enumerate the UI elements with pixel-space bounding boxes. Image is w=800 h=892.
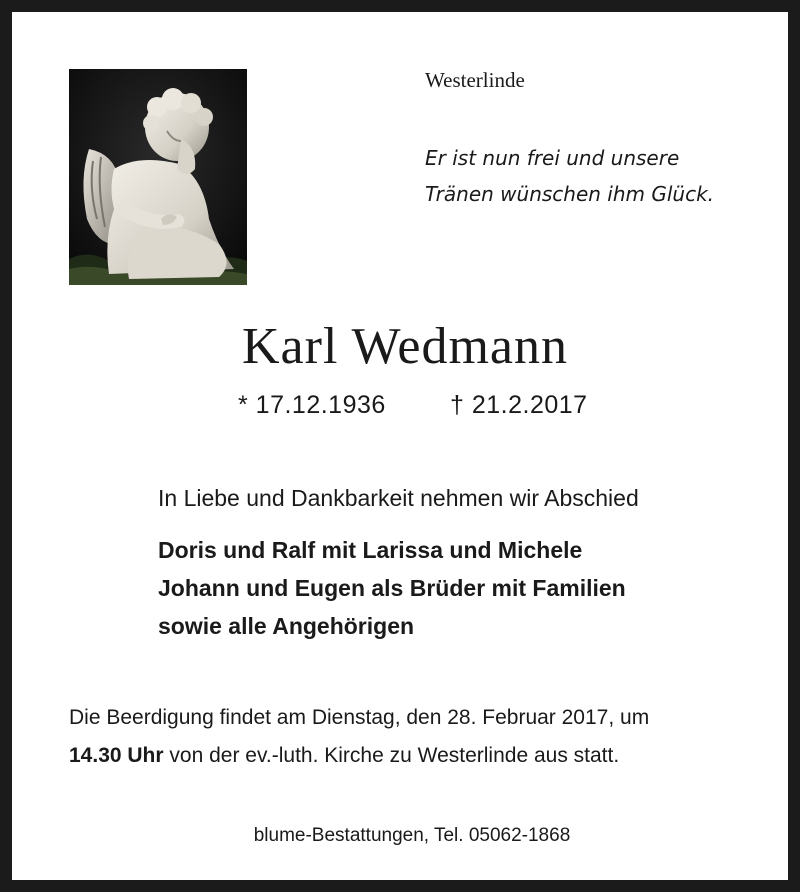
mourner-line: Johann und Eugen als Brüder mit Familien — [158, 575, 626, 601]
funeral-line-2 — [69, 737, 649, 775]
death-date: † 21.2.2017 — [450, 391, 588, 419]
angel-statue-photo — [69, 69, 247, 285]
place-name: Westerlinde — [425, 68, 525, 92]
angel-statue-icon — [69, 69, 247, 285]
deceased-name: Karl Wedmann — [242, 318, 568, 375]
mourners-list — [158, 531, 626, 645]
mourner-line: Doris und Ralf mit Larissa und Michele — [158, 537, 583, 563]
farewell-intro: In Liebe und Dankbarkeit nehmen wir Abschied — [158, 485, 639, 511]
funeral-line-1: Die Beerdigung findet am Dienstag, den 28. Februar 2017, um — [69, 706, 650, 729]
quote-line: Tränen wünschen ihm Glück. — [425, 182, 715, 206]
quote-line: Er ist nun frei und unsere — [425, 146, 680, 170]
memorial-quote — [425, 140, 714, 212]
funeral-location: von der ev.-luth. Kirche zu Westerlinde aus statt. — [163, 744, 620, 767]
mourner-line: sowie alle Angehörigen — [158, 613, 415, 639]
funeral-time: 14.30 Uhr — [69, 744, 164, 767]
funeral-notice — [69, 699, 649, 775]
undertaker-contact: blume-Bestattungen, Tel. 05062-1868 — [253, 825, 571, 846]
birth-date: * 17.12.1936 — [238, 391, 386, 419]
